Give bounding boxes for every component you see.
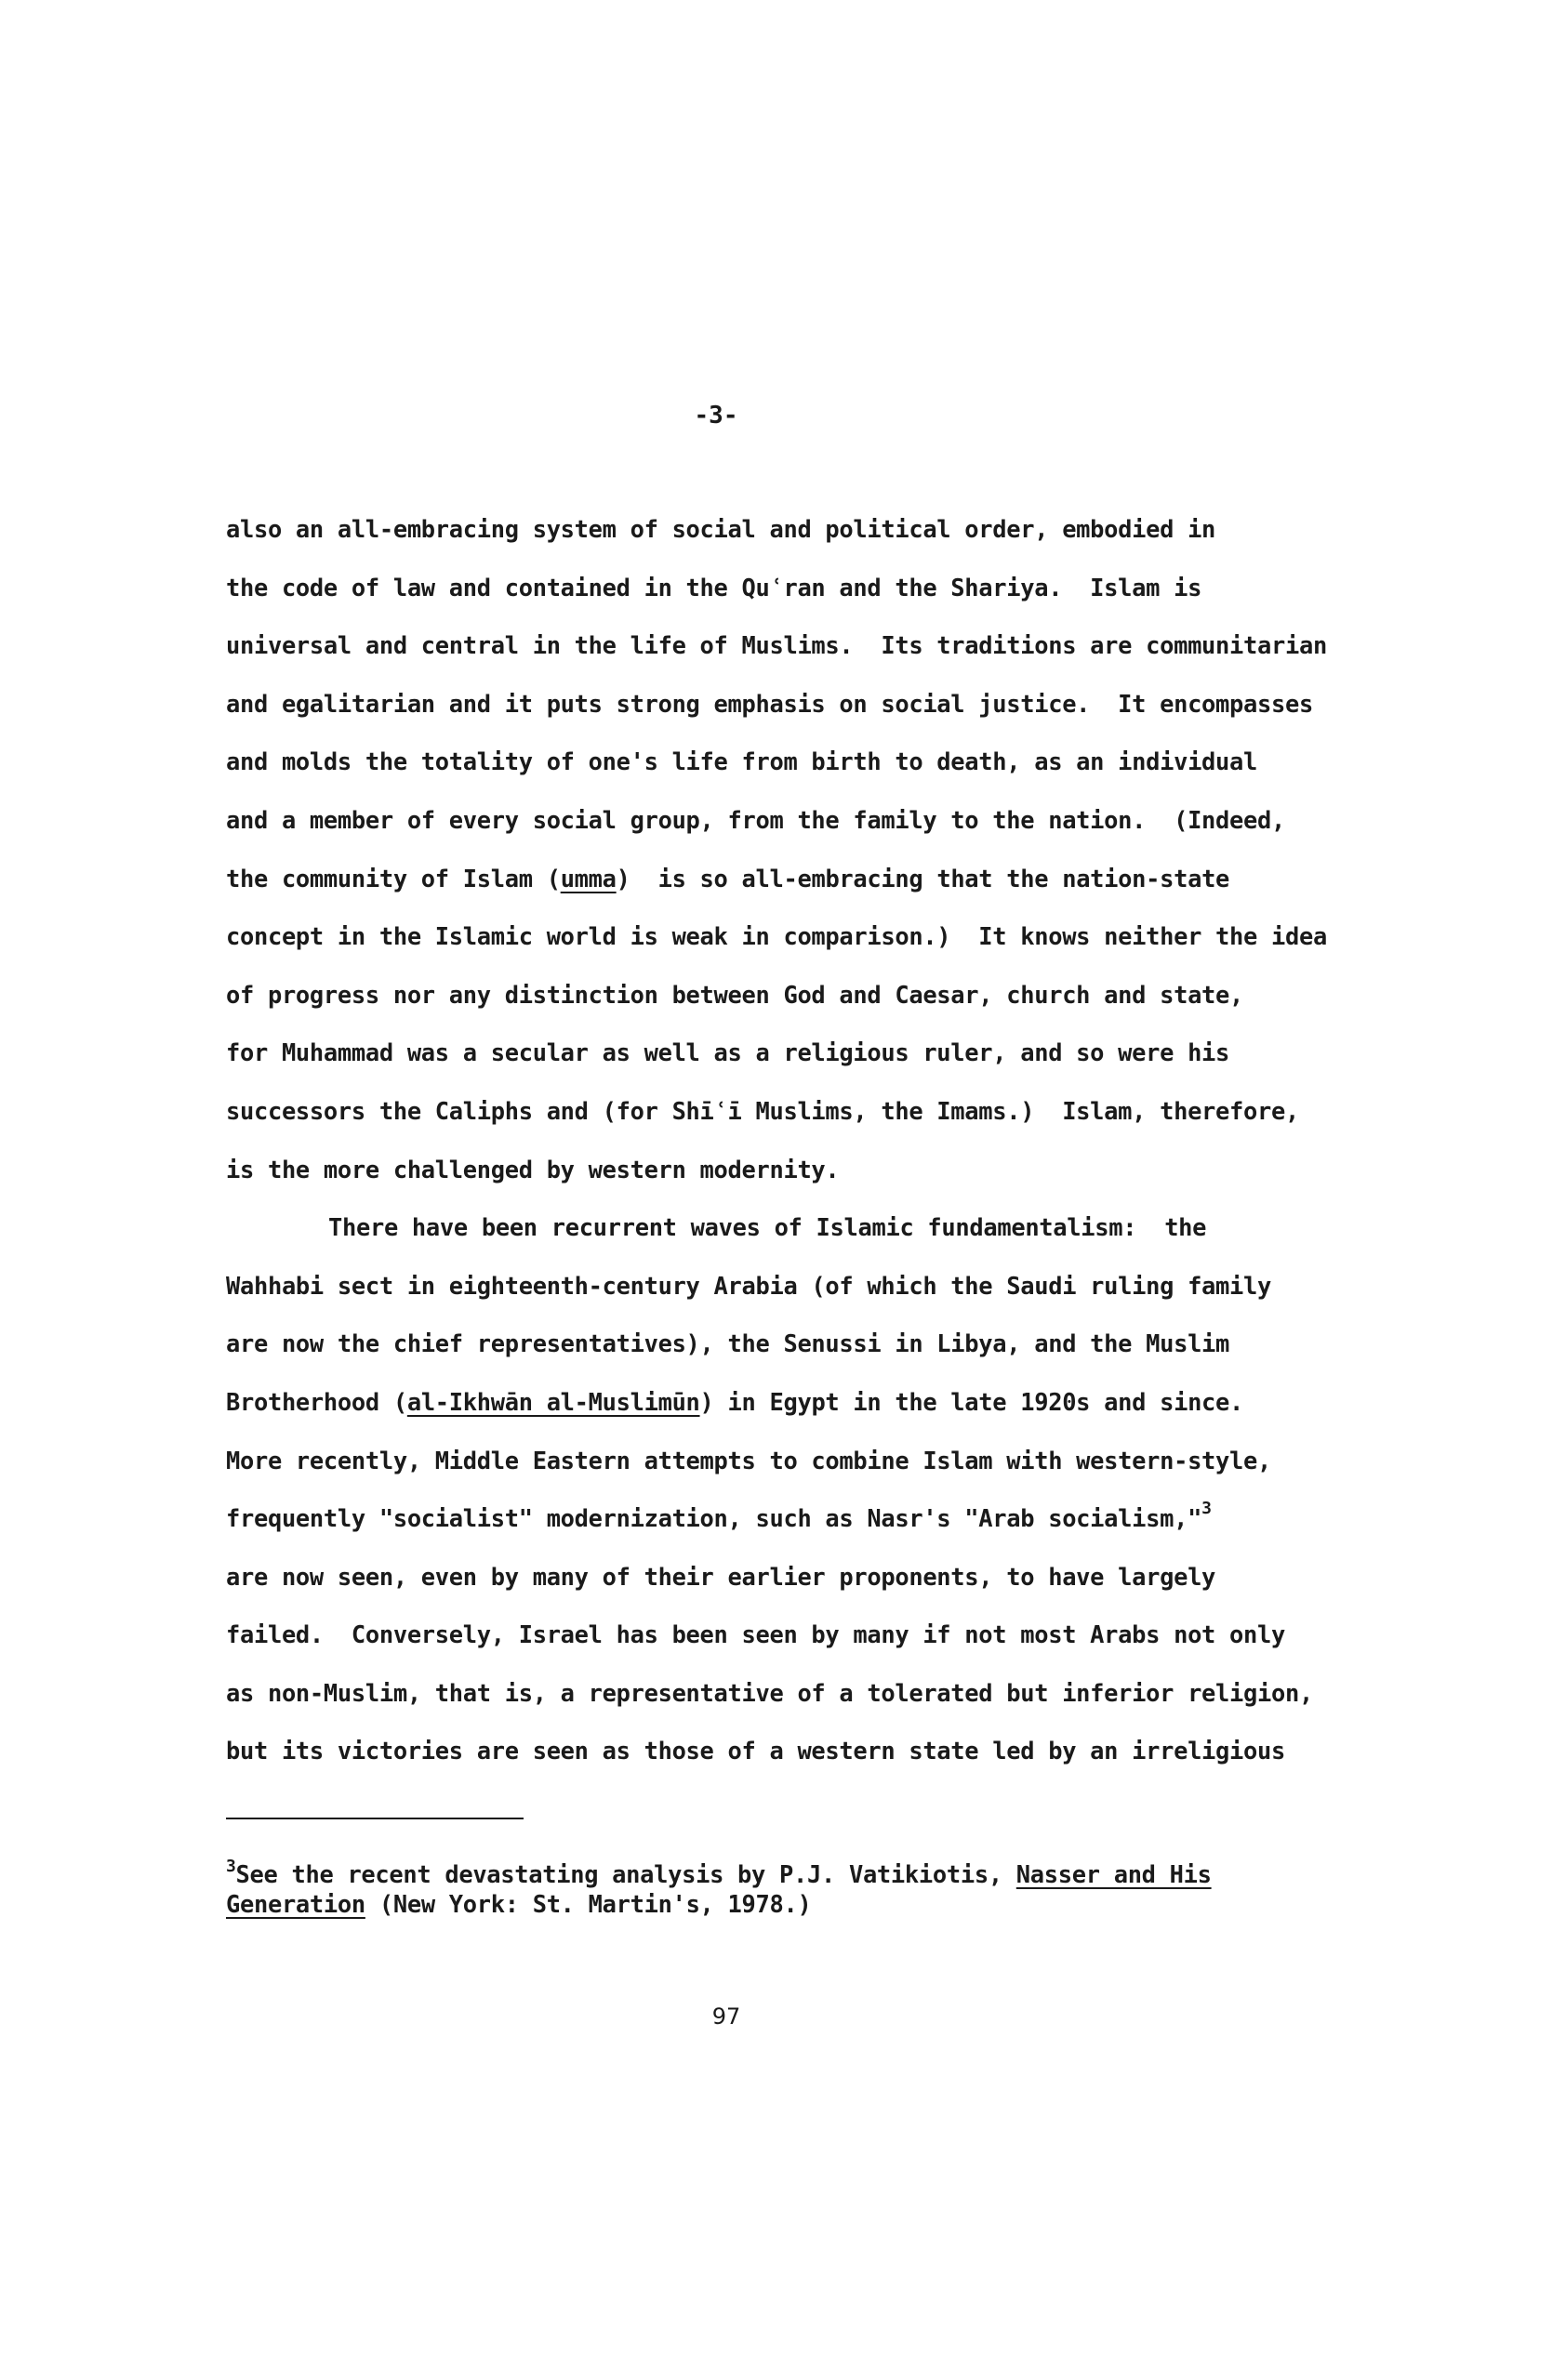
text-line: and a member of every social group, from the family to the nation. (Indeed,	[226, 805, 1285, 834]
text-segment: ) is so all-embracing that the nation-state	[616, 864, 1230, 892]
text-line: More recently, Middle Eastern attempts to combine Islam with western-style,	[226, 1446, 1271, 1474]
body-text	[226, 500, 1407, 1780]
footnote-reference[interactable]: 3	[1201, 1499, 1212, 1519]
footnote-line	[226, 1889, 1435, 1919]
text-line: also an all-embracing system of social and political order, embodied in	[226, 515, 1216, 543]
text-line: but its victories are seen as those of a western state led by an irreligious	[226, 1737, 1285, 1765]
text-line	[226, 1489, 1407, 1548]
text-line: universal and central in the life of Muslims. Its traditions are communitarian	[226, 631, 1327, 660]
text-line: of progress nor any distinction between God and Caesar, church and state,	[226, 980, 1244, 1009]
footnote	[226, 1859, 1435, 1919]
text-line: and molds the totality of one's life from birth to death, as an individual	[226, 747, 1257, 776]
text-line: and egalitarian and it puts strong emphasis on social justice. It encompasses	[226, 689, 1313, 718]
text-line: failed. Conversely, Israel has been seen by many if not most Arabs not only	[226, 1620, 1285, 1649]
text-line: for Muhammad was a secular as well as a religious ruler, and so were his	[226, 1038, 1230, 1067]
term-umma: umma	[560, 864, 617, 892]
page-footer-number: 97	[711, 2003, 741, 2030]
footnote-text: (New York: St. Martin's, 1978.)	[365, 1890, 812, 1918]
term-al-ikhwan: al-Ikhwān al-Muslimūn	[406, 1387, 700, 1416]
text-line: the code of law and contained in the Quʿran and the Shariya. Islam is	[226, 573, 1202, 602]
text-segment: Brotherhood (	[226, 1387, 407, 1416]
page-header-number: -3-	[694, 402, 738, 430]
text-segment: frequently "socialist" modernization, such as Nasr's "Arab socialism,"	[226, 1504, 1202, 1533]
footnote-book-title: Generation	[226, 1890, 365, 1918]
footnote-book-title: Nasser and His	[1015, 1860, 1212, 1888]
footnote-marker: 3	[226, 1857, 236, 1876]
text-line: are now seen, even by many of their earlier proponents, to have largely	[226, 1562, 1216, 1591]
text-line	[226, 850, 1407, 908]
text-line: Wahhabi sect in eighteenth-century Arabia (of which the Saudi ruling family	[226, 1271, 1271, 1300]
text-line: as non-Muslim, that is, a representative of a tolerated but inferior religion,	[226, 1678, 1313, 1707]
footnote-text: See the recent devastating analysis by P.J. Vatikiotis,	[235, 1860, 1016, 1888]
text-segment: the community of Islam (	[226, 864, 561, 892]
text-segment: ) in Egypt in the late 1920s and since.	[699, 1387, 1244, 1416]
text-line-indented: There have been recurrent waves of Islamic fundamentalism: the	[328, 1213, 1207, 1242]
text-line: successors the Caliphs and (for Shīʿī Muslims, the Imams.) Islam, therefore,	[226, 1096, 1299, 1125]
text-line: are now the chief representatives), the Senussi in Libya, and the Muslim	[226, 1329, 1230, 1358]
text-line: concept in the Islamic world is weak in comparison.) It knows neither the idea	[226, 922, 1327, 951]
text-line: is the more challenged by western modernity.	[226, 1155, 840, 1183]
footnote-divider	[226, 1818, 524, 1819]
footnote-line	[226, 1859, 1435, 1889]
text-line	[226, 1373, 1407, 1432]
